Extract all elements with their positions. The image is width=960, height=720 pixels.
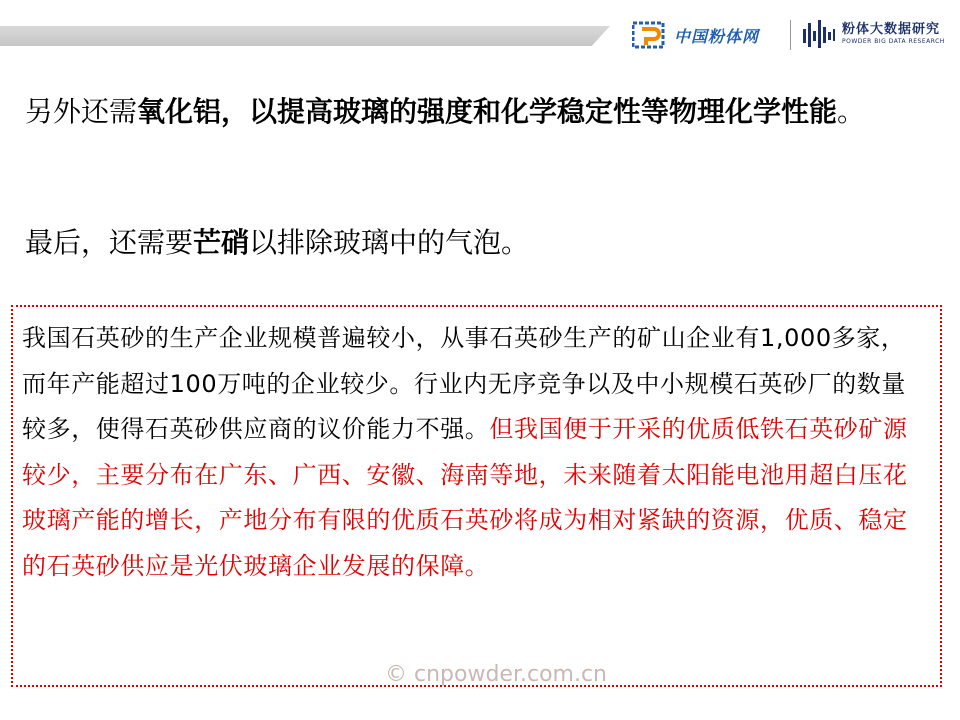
- cnpowder-logo-icon: [632, 20, 670, 50]
- header-bar: [0, 26, 610, 46]
- paragraph1-part1: 另外还需: [25, 95, 138, 128]
- cnpowder-logo: [632, 18, 759, 52]
- bar-chart-logo-icon: [802, 19, 836, 49]
- quartz-sand-note-text: [22, 316, 922, 589]
- paragraph2-bold: 芒硝: [193, 226, 250, 259]
- paragraph2-part2: 以排除玻璃中的气泡。: [249, 226, 530, 259]
- header-divider: [790, 20, 791, 50]
- note-black-text: 我国石英砂的生产企业规模普遍较小，从事石英砂生产的矿山企业有1,000多家，而年产能超过100万吨的企业较少。行业内无序竞争以及中小规模石英砂厂的数量较多，使得石英砂供应商的议价能力不强。: [22, 324, 907, 443]
- powder-big-data-logo: [802, 16, 945, 52]
- logo2-english: POWDER BIG DATA RESEARCH: [842, 38, 945, 45]
- paragraph1-part2: 。: [837, 95, 866, 128]
- paragraph-alumina: [25, 84, 945, 139]
- cnpowder-logo-text: 中国粉体网: [674, 26, 760, 46]
- paragraph2-part1: 最后，还需要: [25, 226, 194, 259]
- logo2-chinese: 粉体大数据研究: [842, 22, 941, 37]
- paragraph-mirabilite: [25, 215, 945, 270]
- watermark: © cnpowder.com.cn: [385, 662, 607, 687]
- note-red-text: 但我国便于开采的优质低铁石英砂矿源较少，主要分布在广东、广西、安徽、海南等地，未来随着太阳能电池用超白压花玻璃产能的增长，产地分布有限的优质石英砂将成为相对紧缺的资源，优质、稳定的石英砂供应是光伏玻璃企业发展的保障。: [22, 415, 908, 580]
- paragraph1-bold: 氧化铝，以提高玻璃的强度和化学稳定性等物理化学性能: [137, 95, 838, 128]
